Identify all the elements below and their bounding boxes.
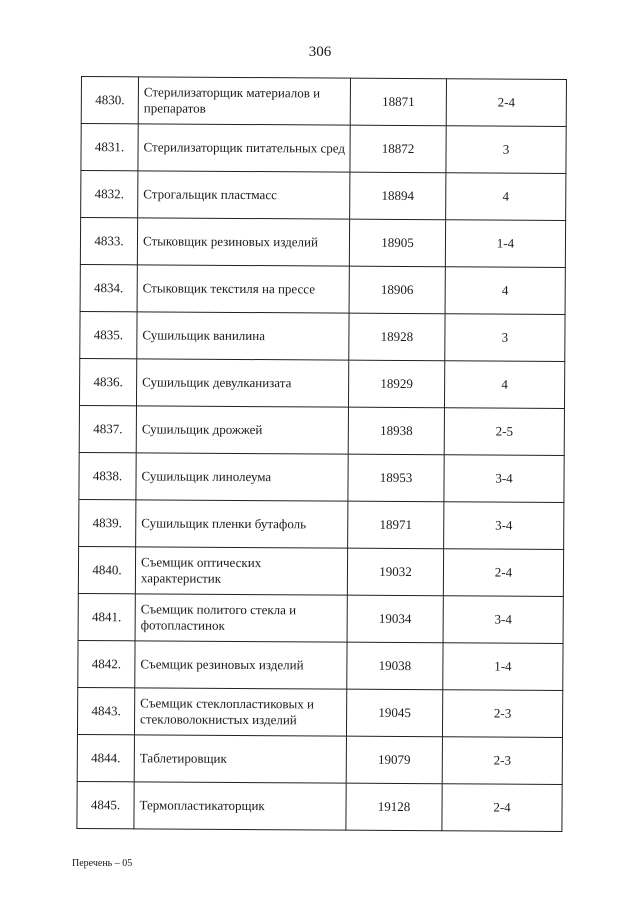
table-row (77, 734, 562, 784)
profession-code-cell: 18953 (348, 454, 444, 502)
row-number-cell: 4831. (81, 124, 138, 171)
table-row (80, 218, 565, 268)
grade-range-cell: 4 (444, 361, 564, 409)
page-number: 306 (308, 44, 332, 60)
grade-range-cell: 3-4 (444, 455, 564, 503)
table-row (78, 546, 563, 596)
row-number-cell: 4830. (81, 77, 138, 124)
profession-code-cell: 19128 (346, 783, 442, 831)
profession-table (76, 76, 567, 832)
profession-name-cell: Съемщик резиновых изделий (135, 641, 347, 689)
profession-name-cell: Сушильщик линолеума (136, 453, 348, 501)
profession-name-cell: Сушильщик ванилина (137, 312, 349, 360)
profession-name-cell: Термопластикаторщик (134, 782, 346, 830)
grade-range-cell: 3-4 (444, 502, 564, 550)
profession-code-cell: 18938 (348, 407, 444, 455)
profession-name-cell: Стерилизаторщик питательных сред (138, 124, 350, 172)
profession-name-cell: Сушильщик дрожжей (136, 406, 348, 454)
table-row (80, 311, 565, 361)
profession-code-cell: 18929 (348, 360, 444, 408)
profession-name-cell: Стыковщик резиновых изделий (137, 218, 349, 266)
grade-range-cell: 3 (446, 126, 566, 174)
profession-table-container (76, 76, 567, 832)
table-row (79, 452, 564, 502)
profession-code-cell: 18871 (350, 78, 446, 126)
row-number-cell: 4836. (79, 358, 136, 405)
row-number-cell: 4841. (78, 593, 135, 640)
profession-code-cell: 19038 (347, 642, 443, 690)
grade-range-cell: 2-4 (442, 784, 562, 832)
table-row (78, 593, 563, 643)
row-number-cell: 4839. (79, 499, 136, 546)
table-row (80, 264, 565, 314)
profession-name-cell: Таблетировщик (134, 735, 346, 783)
table-row (79, 499, 564, 549)
table-body (77, 77, 567, 832)
row-number-cell: 4842. (78, 640, 135, 687)
row-number-cell: 4840. (78, 546, 135, 593)
grade-range-cell: 2-4 (443, 549, 563, 597)
profession-code-cell: 18971 (348, 501, 444, 549)
profession-name-cell: Съемщик оптических характеристик (135, 547, 347, 595)
table-row (79, 405, 564, 455)
grade-range-cell: 4 (446, 173, 566, 221)
grade-range-cell: 2-3 (442, 690, 562, 738)
profession-name-cell: Сушильщик девулканизата (136, 359, 348, 407)
profession-name-cell: Съемщик политого стекла и фотопластинок (135, 594, 347, 642)
profession-code-cell: 19045 (346, 689, 442, 737)
profession-name-cell: Съемщик стеклопластиковых и стекловолокнистых изделий (134, 688, 346, 736)
grade-range-cell: 2-4 (446, 79, 566, 127)
profession-name-cell: Сушильщик пленки бутафоль (136, 500, 348, 548)
grade-range-cell: 1-4 (445, 220, 565, 268)
table-row (77, 781, 562, 831)
table-row (78, 640, 563, 690)
row-number-cell: 4834. (80, 264, 137, 311)
profession-code-cell: 18894 (350, 172, 446, 220)
row-number-cell: 4838. (79, 452, 136, 499)
row-number-cell: 4837. (79, 405, 136, 452)
profession-code-cell: 18872 (350, 125, 446, 173)
grade-range-cell: 2-5 (444, 408, 564, 456)
table-row (81, 124, 566, 174)
table-row (79, 358, 564, 408)
profession-name-cell: Стерилизаторщик материалов и препаратов (138, 77, 350, 125)
footer-label: Перечень – 05 (72, 858, 133, 869)
profession-code-cell: 18906 (349, 266, 445, 314)
grade-range-cell: 2-3 (442, 737, 562, 785)
row-number-cell: 4833. (80, 218, 137, 265)
row-number-cell: 4835. (80, 311, 137, 358)
profession-code-cell: 19034 (347, 595, 443, 643)
profession-code-cell: 19032 (347, 548, 443, 596)
grade-range-cell: 3 (445, 314, 565, 362)
grade-range-cell: 3-4 (443, 596, 563, 644)
row-number-cell: 4843. (77, 687, 134, 734)
table-row (77, 687, 562, 737)
profession-code-cell: 18928 (349, 313, 445, 361)
row-number-cell: 4844. (77, 734, 134, 781)
profession-code-cell: 19079 (346, 736, 442, 784)
grade-range-cell: 1-4 (443, 643, 563, 691)
table-row (81, 77, 566, 127)
grade-range-cell: 4 (445, 267, 565, 315)
row-number-cell: 4832. (81, 171, 138, 218)
profession-name-cell: Строгальщик пластмасс (138, 171, 350, 219)
profession-code-cell: 18905 (349, 219, 445, 267)
table-row (81, 171, 566, 221)
row-number-cell: 4845. (77, 781, 134, 828)
profession-name-cell: Стыковщик текстиля на прессе (137, 265, 349, 313)
